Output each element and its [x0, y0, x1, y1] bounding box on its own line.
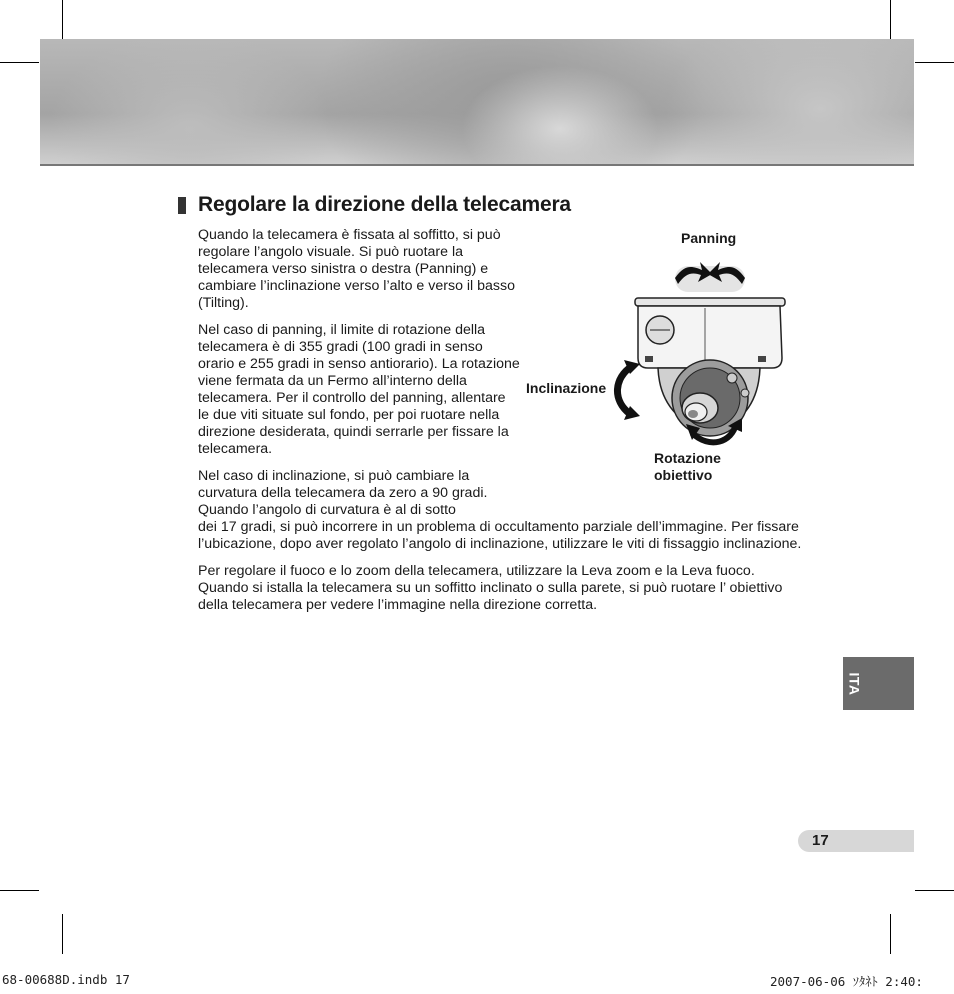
language-label: ITA [846, 671, 863, 696]
crop-mark [0, 890, 39, 891]
label-rotation [654, 450, 721, 484]
paragraph: dei 17 gradi, si può incorrere in un problema di occultamento parziale dell’immagine. Per fissare l’ubicazione, dopo aver regolato l’angolo di inclinazione, utilizzare le viti di fissaggio inclinazione. [198, 519, 802, 552]
paragraph: Nel caso di panning, il limite di rotazione della telecamera è di 355 gradi (100 gradi in senso orario e 255 gradi in senso antiorario). La rotazione viene fermata da un Fermo all’interno della telecamera. Per il controllo del panning, allentare le due viti situate sul fondo, per poi ruotare nella direzione desiderata, quindi serrarle per fissare la telecamera. [198, 322, 520, 457]
crop-mark [915, 62, 954, 63]
camera-figure [520, 228, 800, 493]
ceiling-plate [635, 298, 785, 306]
label-rotation-line1: Rotazione [654, 450, 721, 466]
footer-file-info: 68-00688D.indb 17 [2, 972, 130, 987]
label-tilt: Inclinazione [526, 380, 607, 396]
paragraph: Nel caso di inclinazione, si può cambiare la curvatura della telecamera da zero a 90 gradi. Quando l’angolo di curvatura è al di sotto [198, 468, 488, 518]
pan-arrows-icon [675, 262, 745, 292]
heading-marker [178, 197, 186, 214]
tilt-arrow-icon [617, 360, 640, 420]
crop-mark [62, 914, 63, 954]
footer-date-info: 2007-06-06 ｿﾀﾈﾄ 2:40: [770, 974, 923, 989]
crop-mark [890, 914, 891, 954]
paragraph: Per regolare il fuoco e lo zoom della telecamera, utilizzare la Leva zoom e la Leva fuoco. Quando si istalla la telecamera su un soffitto inclinato o sulla parete, si può ruotare l’ obiettivo della telecamera per vedere l’immagine nella direzione corretta. [198, 563, 783, 613]
crop-mark [62, 0, 63, 39]
crop-mark [0, 62, 39, 63]
crop-mark [890, 0, 891, 39]
label-panning: Panning [681, 230, 737, 246]
page-number: 17 [798, 830, 914, 852]
section-heading [178, 193, 571, 217]
crop-mark [915, 890, 954, 891]
section-title: Regolare la direzione della telecamera [198, 193, 571, 216]
label-rotation-line2: obiettivo [654, 467, 713, 483]
paragraph: Quando la telecamera è fissata al soffitto, si può regolare l’angolo visuale. Si può ruotare la telecamera verso sinistra o destra (Panning) e cambiare l’inclinazione verso l’alto e verso il basso (Tilting). [198, 227, 516, 311]
header-banner-image [40, 39, 914, 166]
language-tab [843, 657, 914, 710]
